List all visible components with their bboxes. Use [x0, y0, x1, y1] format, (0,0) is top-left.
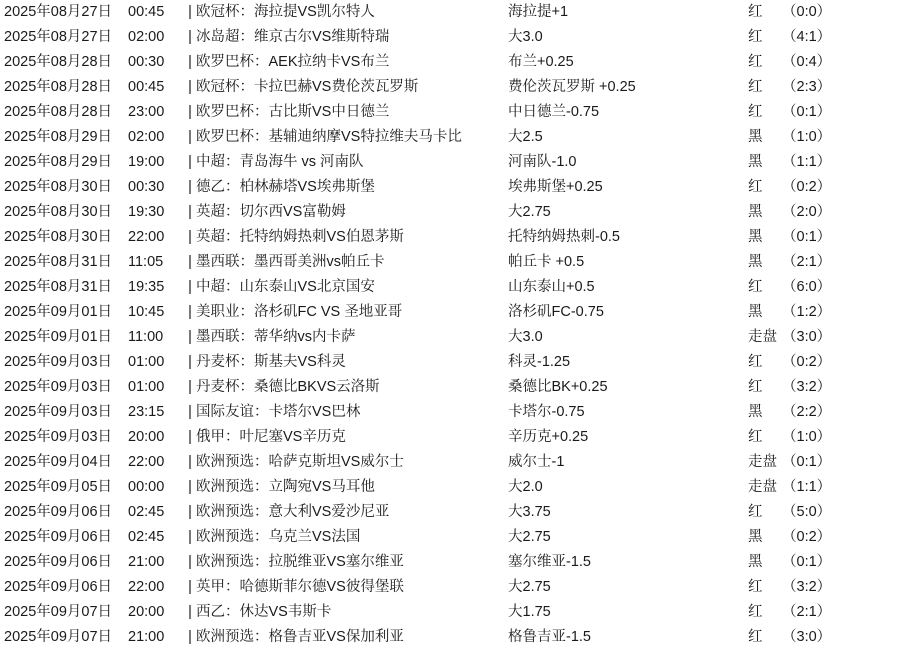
- result-score: （1:1）: [782, 154, 832, 170]
- column-separator: |: [188, 179, 192, 195]
- match-name: 欧罗巴杯：基辅迪纳摩VS特拉维夫马卡比: [196, 129, 462, 145]
- match-name: 欧罗巴杯：古比斯VS中日德兰: [196, 104, 390, 120]
- result-badge: 红: [748, 4, 763, 20]
- match-time: 22:00: [128, 579, 165, 595]
- match-name: 欧洲预选：意大利VS爱沙尼亚: [196, 504, 390, 520]
- match-time: 20:00: [128, 429, 165, 445]
- result-score: （0:1）: [782, 104, 832, 120]
- result-badge: 红: [748, 54, 763, 70]
- table-row: [0, 275, 920, 300]
- match-time: 11:00: [128, 329, 164, 345]
- match-result: [748, 450, 916, 475]
- match-handicap: 埃弗斯堡+0.25: [508, 179, 603, 195]
- result-score: （2:1）: [782, 604, 832, 620]
- result-badge: 黑: [748, 529, 763, 545]
- match-result: [748, 375, 916, 400]
- match-result: [748, 175, 916, 200]
- match-date: 2025年08月30日: [4, 179, 113, 195]
- match-time: 02:00: [128, 29, 165, 45]
- result-badge: 黑: [748, 154, 763, 170]
- match-date: 2025年08月28日: [4, 79, 113, 95]
- column-separator: |: [188, 404, 192, 420]
- result-score: （0:4）: [782, 54, 832, 70]
- table-row: [0, 200, 920, 225]
- match-date: 2025年09月06日: [4, 529, 113, 545]
- match-handicap: 大2.5: [508, 129, 543, 145]
- match-result: [748, 250, 916, 275]
- result-score: （1:1）: [782, 479, 832, 495]
- match-handicap: 塞尔维亚-1.5: [508, 554, 591, 570]
- result-score: （3:0）: [782, 329, 832, 345]
- match-time: 00:30: [128, 179, 165, 195]
- match-time: 01:00: [128, 354, 165, 370]
- match-handicap: 桑德比BK+0.25: [508, 379, 608, 395]
- match-date: 2025年09月01日: [4, 329, 113, 345]
- match-time: 19:30: [128, 204, 165, 220]
- column-separator: |: [188, 354, 192, 370]
- column-separator: |: [188, 154, 192, 170]
- result-badge: 黑: [748, 129, 763, 145]
- table-row: [0, 475, 920, 500]
- match-date: 2025年09月06日: [4, 554, 113, 570]
- result-score: （2:2）: [782, 404, 832, 420]
- result-badge: 黑: [748, 554, 763, 570]
- result-score: （2:0）: [782, 204, 832, 220]
- match-result: [748, 475, 916, 500]
- column-separator: |: [188, 204, 192, 220]
- result-score: （3:0）: [782, 629, 832, 645]
- table-row: [0, 25, 920, 50]
- table-row: [0, 600, 920, 625]
- match-handicap: 大3.0: [508, 329, 543, 345]
- match-result: [748, 325, 916, 350]
- result-score: （0:1）: [782, 554, 832, 570]
- match-handicap: 卡塔尔-0.75: [508, 404, 585, 420]
- result-badge: 走盘: [748, 479, 777, 495]
- result-score: （1:0）: [782, 429, 832, 445]
- match-handicap: 大2.0: [508, 479, 543, 495]
- match-handicap: 洛杉矶FC-0.75: [508, 304, 604, 320]
- column-separator: |: [188, 79, 192, 95]
- match-time: 02:00: [128, 129, 165, 145]
- match-result: [748, 525, 916, 550]
- column-separator: |: [188, 329, 192, 345]
- table-row: [0, 550, 920, 575]
- result-badge: 黑: [748, 229, 763, 245]
- match-date: 2025年08月31日: [4, 254, 113, 270]
- match-handicap: 大2.75: [508, 204, 551, 220]
- match-time: 19:35: [128, 279, 165, 295]
- table-row: [0, 350, 920, 375]
- result-score: （0:2）: [782, 529, 832, 545]
- match-date: 2025年09月01日: [4, 304, 113, 320]
- column-separator: |: [188, 529, 192, 545]
- result-score: （6:0）: [782, 279, 832, 295]
- match-time: 21:00: [128, 554, 165, 570]
- match-name: 欧冠杯：卡拉巴赫VS费伦茨瓦罗斯: [196, 79, 419, 95]
- match-date: 2025年08月30日: [4, 204, 113, 220]
- table-row: [0, 625, 920, 650]
- match-time: 00:30: [128, 54, 165, 70]
- match-date: 2025年08月29日: [4, 154, 113, 170]
- column-separator: |: [188, 29, 192, 45]
- match-time: 23:00: [128, 104, 165, 120]
- match-date: 2025年08月29日: [4, 129, 113, 145]
- match-date: 2025年09月06日: [4, 504, 113, 520]
- result-score: （0:2）: [782, 179, 832, 195]
- match-date: 2025年08月28日: [4, 104, 113, 120]
- match-handicap: 辛历克+0.25: [508, 429, 589, 445]
- match-date: 2025年09月04日: [4, 454, 113, 470]
- table-row: [0, 300, 920, 325]
- match-date: 2025年09月03日: [4, 429, 113, 445]
- match-name: 美职业：洛杉矶FC VS 圣地亚哥: [196, 304, 403, 320]
- match-time: 19:00: [128, 154, 165, 170]
- match-name: 墨西联：蒂华纳vs内卡萨: [196, 329, 356, 345]
- match-date: 2025年09月03日: [4, 404, 113, 420]
- match-time: 11:05: [128, 254, 164, 270]
- match-name: 欧冠杯：海拉提VS凯尔特人: [196, 4, 375, 20]
- match-handicap: 托特纳姆热刺-0.5: [508, 229, 620, 245]
- match-result: [748, 25, 916, 50]
- match-handicap: 海拉提+1: [508, 4, 569, 20]
- match-name: 德乙：柏林赫塔VS埃弗斯堡: [196, 179, 375, 195]
- match-time: 21:00: [128, 629, 165, 645]
- match-handicap: 中日德兰-0.75: [508, 104, 600, 120]
- match-time: 00:45: [128, 79, 165, 95]
- result-score: （1:0）: [782, 129, 832, 145]
- column-separator: |: [188, 429, 192, 445]
- match-time: 23:15: [128, 404, 165, 420]
- match-name: 墨西联：墨西哥美洲vs帕丘卡: [196, 254, 385, 270]
- match-name: 欧洲预选：立陶宛VS马耳他: [196, 479, 375, 495]
- match-name: 英甲：哈德斯菲尔德VS彼得堡联: [196, 579, 404, 595]
- column-separator: |: [188, 379, 192, 395]
- match-name: 西乙：休达VS韦斯卡: [196, 604, 332, 620]
- result-badge: 红: [748, 379, 763, 395]
- match-time: 22:00: [128, 454, 165, 470]
- column-separator: |: [188, 554, 192, 570]
- match-date: 2025年08月30日: [4, 229, 113, 245]
- match-result: [748, 50, 916, 75]
- column-separator: |: [188, 254, 192, 270]
- match-result: [748, 150, 916, 175]
- match-result: [748, 275, 916, 300]
- match-time: 02:45: [128, 504, 165, 520]
- match-name: 欧洲预选：哈萨克斯坦VS威尔士: [196, 454, 404, 470]
- table-row: [0, 175, 920, 200]
- match-date: 2025年09月03日: [4, 379, 113, 395]
- result-badge: 红: [748, 279, 763, 295]
- result-score: （0:1）: [782, 229, 832, 245]
- result-badge: 黑: [748, 204, 763, 220]
- match-handicap: 大1.75: [508, 604, 551, 620]
- match-handicap: 大3.0: [508, 29, 543, 45]
- match-result: [748, 100, 916, 125]
- result-score: （2:3）: [782, 79, 832, 95]
- result-badge: 红: [748, 504, 763, 520]
- table-row: [0, 150, 920, 175]
- result-score: （2:1）: [782, 254, 832, 270]
- match-result: [748, 125, 916, 150]
- column-separator: |: [188, 629, 192, 645]
- result-badge: 红: [748, 629, 763, 645]
- match-handicap: 大2.75: [508, 579, 551, 595]
- match-name: 英超：切尔西VS富勒姆: [196, 204, 346, 220]
- table-row: [0, 425, 920, 450]
- match-date: 2025年09月03日: [4, 354, 113, 370]
- match-result: [748, 225, 916, 250]
- match-date: 2025年08月31日: [4, 279, 113, 295]
- match-time: 10:45: [128, 304, 165, 320]
- result-badge: 红: [748, 579, 763, 595]
- match-handicap: 费伦茨瓦罗斯 +0.25: [508, 79, 636, 95]
- match-result: [748, 200, 916, 225]
- table-row: [0, 450, 920, 475]
- column-separator: |: [188, 304, 192, 320]
- match-result: [748, 500, 916, 525]
- match-handicap: 格鲁吉亚-1.5: [508, 629, 591, 645]
- match-time: 01:00: [128, 379, 165, 395]
- result-score: （3:2）: [782, 579, 832, 595]
- match-handicap: 河南队-1.0: [508, 154, 577, 170]
- result-score: （4:1）: [782, 29, 832, 45]
- match-name: 中超：青岛海牛 vs 河南队: [196, 154, 364, 170]
- match-name: 欧洲预选：拉脱维亚VS塞尔维亚: [196, 554, 404, 570]
- match-name: 欧洲预选：乌克兰VS法国: [196, 529, 361, 545]
- match-name: 丹麦杯：斯基夫VS科灵: [196, 354, 346, 370]
- match-result: [748, 0, 916, 25]
- table-row: [0, 575, 920, 600]
- result-badge: 走盘: [748, 329, 777, 345]
- result-badge: 红: [748, 79, 763, 95]
- match-result: [748, 625, 916, 650]
- table-row: [0, 325, 920, 350]
- match-handicap: 山东泰山+0.5: [508, 279, 595, 295]
- column-separator: |: [188, 229, 192, 245]
- table-row: [0, 100, 920, 125]
- match-result: [748, 75, 916, 100]
- match-date: 2025年09月07日: [4, 604, 113, 620]
- column-separator: |: [188, 4, 192, 20]
- result-badge: 红: [748, 429, 763, 445]
- match-handicap: 大2.75: [508, 529, 551, 545]
- match-time: 02:45: [128, 529, 165, 545]
- match-name: 丹麦杯：桑德比BKVS云洛斯: [196, 379, 380, 395]
- result-badge: 红: [748, 104, 763, 120]
- table-row: [0, 0, 920, 25]
- table-row: [0, 125, 920, 150]
- result-score: （3:2）: [782, 379, 832, 395]
- match-handicap: 科灵-1.25: [508, 354, 571, 370]
- table-row: [0, 500, 920, 525]
- match-time: 00:00: [128, 479, 165, 495]
- match-name: 欧罗巴杯：AEK拉纳卡VS布兰: [196, 54, 390, 70]
- match-handicap: 威尔士-1: [508, 454, 565, 470]
- result-badge: 黑: [748, 304, 763, 320]
- result-badge: 走盘: [748, 454, 777, 470]
- match-date: 2025年08月28日: [4, 54, 113, 70]
- match-time: 22:00: [128, 229, 165, 245]
- column-separator: |: [188, 454, 192, 470]
- match-name: 中超：山东泰山VS北京国安: [196, 279, 375, 295]
- match-name: 冰岛超：维京古尔VS维斯特瑞: [196, 29, 390, 45]
- result-score: （0:2）: [782, 354, 832, 370]
- table-row: [0, 225, 920, 250]
- column-separator: |: [188, 604, 192, 620]
- column-separator: |: [188, 104, 192, 120]
- table-row: [0, 75, 920, 100]
- column-separator: |: [188, 504, 192, 520]
- result-score: （0:0）: [782, 4, 832, 20]
- match-date: 2025年09月05日: [4, 479, 113, 495]
- result-badge: 黑: [748, 254, 763, 270]
- match-time: 20:00: [128, 604, 165, 620]
- column-separator: |: [188, 279, 192, 295]
- table-row: [0, 400, 920, 425]
- table-row: [0, 525, 920, 550]
- match-handicap: 布兰+0.25: [508, 54, 574, 70]
- column-separator: |: [188, 129, 192, 145]
- match-handicap: 大3.75: [508, 504, 551, 520]
- match-date: 2025年08月27日: [4, 29, 113, 45]
- result-score: （0:1）: [782, 454, 832, 470]
- match-result: [748, 350, 916, 375]
- match-result: [748, 600, 916, 625]
- match-handicap: 帕丘卡 +0.5: [508, 254, 585, 270]
- result-score: （5:0）: [782, 504, 832, 520]
- match-result: [748, 575, 916, 600]
- column-separator: |: [188, 54, 192, 70]
- match-result: [748, 300, 916, 325]
- match-date: 2025年08月27日: [4, 4, 113, 20]
- match-name: 国际友谊：卡塔尔VS巴林: [196, 404, 361, 420]
- result-badge: 红: [748, 354, 763, 370]
- result-score: （1:2）: [782, 304, 832, 320]
- column-separator: |: [188, 479, 192, 495]
- match-name: 欧洲预选：格鲁吉亚VS保加利亚: [196, 629, 404, 645]
- result-badge: 红: [748, 29, 763, 45]
- result-badge: 黑: [748, 404, 763, 420]
- table-row: [0, 375, 920, 400]
- match-name: 英超：托特纳姆热刺VS伯恩茅斯: [196, 229, 404, 245]
- column-separator: |: [188, 579, 192, 595]
- result-badge: 红: [748, 179, 763, 195]
- match-date: 2025年09月07日: [4, 629, 113, 645]
- match-time: 00:45: [128, 4, 165, 20]
- match-result: [748, 550, 916, 575]
- table-row: [0, 250, 920, 275]
- table-row: [0, 50, 920, 75]
- result-badge: 红: [748, 604, 763, 620]
- match-result: [748, 400, 916, 425]
- match-date: 2025年09月06日: [4, 579, 113, 595]
- match-result: [748, 425, 916, 450]
- match-name: 俄甲：叶尼塞VS辛历克: [196, 429, 346, 445]
